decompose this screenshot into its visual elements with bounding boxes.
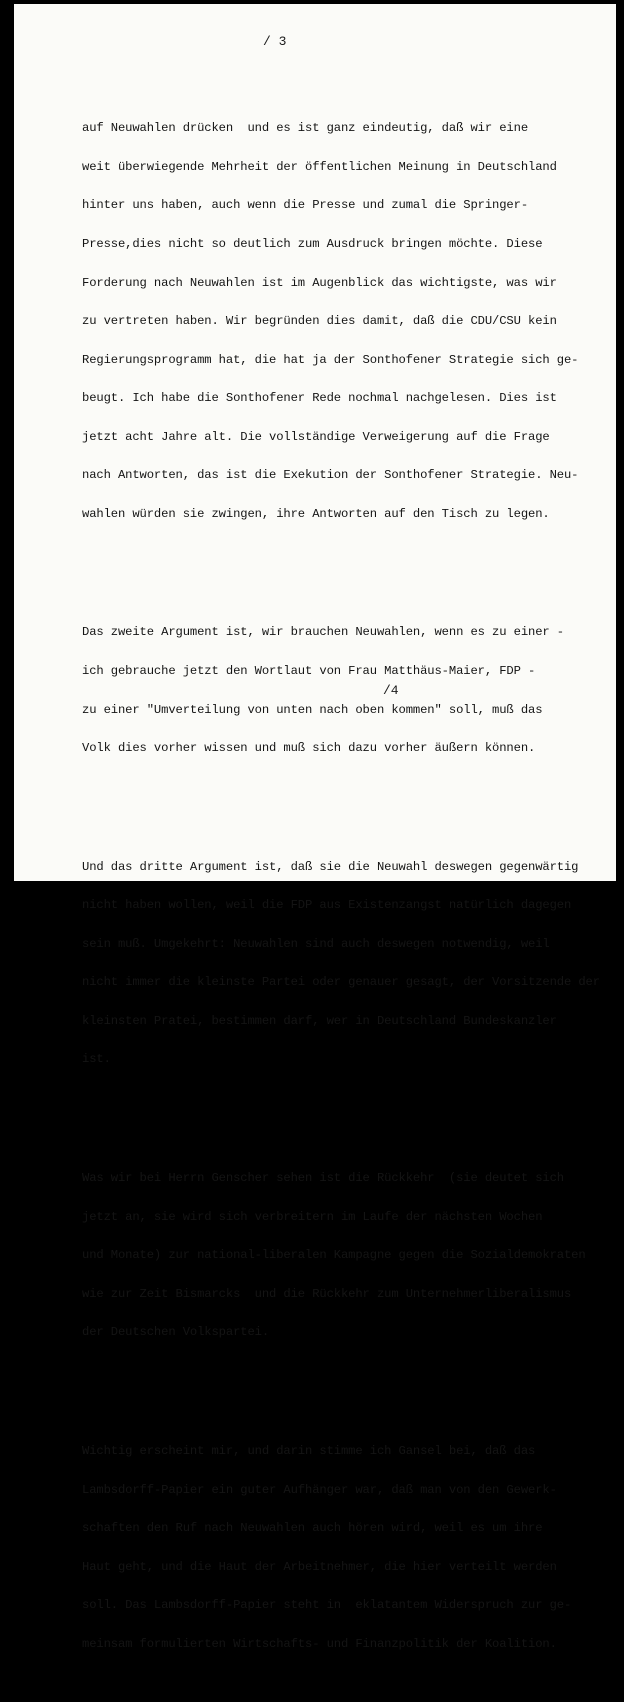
text-line: zu vertreten haben. Wir begründen dies damit, daß die CDU/CSU kein [82,314,557,329]
text-line: wahlen würden sie zwingen, ihre Antworten auf den Tisch zu legen. [82,506,550,521]
text-line: jetzt an, sie wird sich verbreitern im Laufe der nächsten Wochen [82,1209,543,1224]
text-line: Volk dies vorher wissen und muß sich dazu vorher äußern können. [82,741,536,756]
paragraph-5 [82,1419,602,1676]
text-line: und Monate) zur national-liberalen Kampagne gegen die Sozialdemokraten [82,1248,586,1263]
text-line: meinsam formulierten Wirtschafts- und Finanzpolitik der Koalition. [82,1636,557,1651]
text-line: Wichtig erscheint mir, und darin stimme ich Gansel bei, daß das [82,1444,536,1459]
text-line: weit überwiegende Mehrheit der öffentlichen Meinung in Deutschland [82,159,557,174]
text-line: Lambsdorff-Papier ein guter Aufhänger war, daß man von den Gewerk- [82,1482,557,1497]
text-line: Das zweite Argument ist, wir brauchen Neuwahlen, wenn es zu einer - [82,625,564,640]
text-line: sein muß. Umgekehrt: Neuwahlen sind auch deswegen notwendig, weil [82,936,550,951]
text-line: Und das dritte Argument ist, daß sie die Neuwahl deswegen gegenwärtig [82,859,579,874]
text-line: Was wir bei Herrn Genscher sehen ist die Rückkehr (sie deutet sich [82,1171,564,1186]
text-line: Presse,dies nicht so deutlich zum Ausdruck bringen möchte. Diese [82,236,543,251]
text-line: ist. [82,1052,111,1067]
paragraph-4 [82,1147,602,1365]
text-line: der Deutschen Volkspartei. [82,1325,270,1340]
text-line: wie zur Zeit Bismarcks und die Rückkehr zum Unternehmerliberalismus [82,1286,572,1301]
text-line: ich gebrauche jetzt den Wortlaut von Frau Matthäus-Maier, FDP - [82,663,536,678]
page-number: / 3 [263,34,287,49]
document-page [14,4,616,1651]
paragraph-1 [82,97,602,547]
text-line: kleinsten Pratei, bestimmen darf, wer in Deutschland Bundeskanzler [82,1013,557,1028]
paragraph-2 [82,601,602,781]
text-line: nicht haben wollen, weil die FDP aus Existenzangst natürlich dagegen [82,898,572,913]
text-line: soll. Das Lambsdorff-Papier steht in eklatantem Widerspruch zur ge- [82,1598,572,1613]
text-line: nach Antworten, das ist die Exekution der Sonthofener Strategie. Neu- [82,468,579,483]
paragraph-3 [82,835,602,1092]
text-line: beugt. Ich habe die Sonthofener Rede nochmal nachgelesen. Dies ist [82,391,557,406]
text-line: zu einer "Umverteilung von unten nach oben kommen" soll, muß das [82,702,543,717]
text-line: Haut geht, und die Haut der Arbeitnehmer, die hier verteilt werden [82,1559,557,1574]
text-line: nicht immer die kleinste Partei oder genauer gesagt, der Vorsitzende der [82,975,600,990]
text-line: jetzt acht Jahre alt. Die vollständige Verweigerung auf die Frage [82,429,550,444]
document-body [82,71,602,1702]
text-line: auf Neuwahlen drücken und es ist ganz eindeutig, daß wir eine [82,121,529,136]
text-line: hinter uns haben, auch wenn die Presse und zumal die Springer- [82,198,529,213]
next-page-reference: /4 [383,683,399,698]
text-line: Forderung nach Neuwahlen ist im Augenblick das wichtigste, was wir [82,275,557,290]
text-line: Regierungsprogramm hat, die hat ja der Sonthofener Strategie sich ge- [82,352,579,367]
text-line: schaften den Ruf nach Neuwahlen auch hören wird, weil es um ihre [82,1521,543,1536]
